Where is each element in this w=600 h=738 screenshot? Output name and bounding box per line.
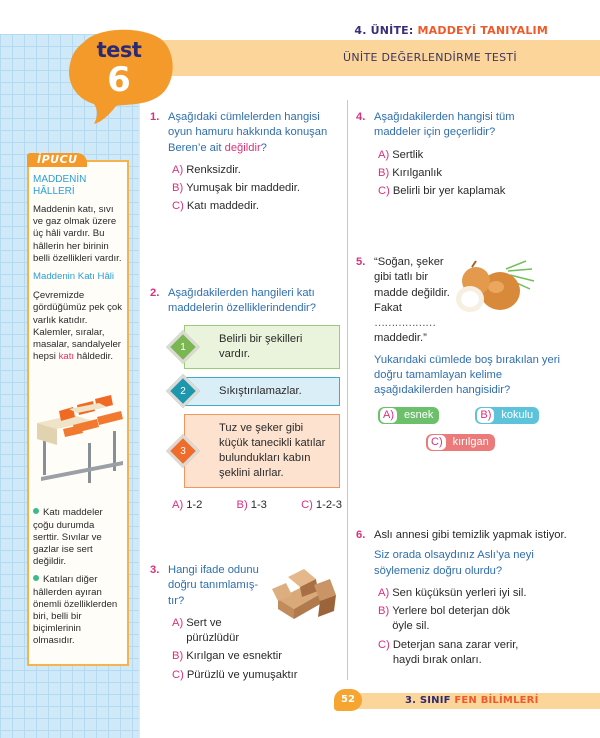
option-letter: C): [301, 498, 313, 511]
test-number: 6: [107, 60, 131, 100]
page-number: 52: [334, 689, 362, 711]
question-number: 4.: [356, 111, 366, 123]
hint-bullet-2-text: Katıları diğer hâllerden ayıran önemli özelliklerden biri, belli bir biçimlerinin olmasıdır.: [33, 574, 118, 647]
question-6: [356, 528, 571, 671]
subject-label: FEN BİLİMLERİ: [454, 695, 539, 706]
option-letter: A): [172, 163, 184, 176]
option-letter: C): [378, 638, 390, 651]
option-text: Belirli bir yer kaplamak: [392, 185, 506, 198]
option-text: Kırılgan ve esnektir: [186, 650, 282, 663]
option-text: Sertlik: [392, 148, 424, 161]
option-a[interactable]: [378, 407, 439, 424]
question-stem: Siz orada olsaydınız Aslı’ya neyi söylemeniz doğru olurdu?: [374, 549, 534, 577]
question-number: 2.: [150, 287, 160, 299]
statement-number: 2: [180, 386, 186, 398]
question-3: [150, 563, 345, 686]
hint-heading: MADDENİN HÂLLERİ: [33, 174, 87, 197]
option-letter: B): [477, 408, 494, 423]
hint-bullet-2: [33, 574, 123, 647]
option-a[interactable]: [378, 586, 571, 601]
option-letter: B): [236, 498, 248, 511]
question-number: 3.: [150, 564, 160, 576]
firewood-illustration: [270, 565, 340, 625]
unit-title: [354, 24, 548, 37]
hint-subheading: Maddenin Katı Hâli: [33, 271, 115, 283]
option-c[interactable]: [378, 638, 571, 669]
hint-tab: İPUCU: [27, 153, 87, 167]
option-text: kırılgan: [452, 435, 489, 448]
question-number: 1.: [150, 111, 160, 123]
option-b[interactable]: [475, 407, 539, 424]
question-number: 6.: [356, 529, 366, 541]
option-text: 1-3: [250, 498, 267, 511]
test-word: test: [96, 38, 142, 62]
option-a[interactable]: [172, 498, 202, 513]
option-c[interactable]: [426, 434, 495, 451]
question-4: [356, 110, 556, 202]
test-header-bar: [150, 40, 600, 76]
statement-2: [180, 377, 340, 406]
bullet-dot-icon: [33, 508, 39, 514]
column-divider: [347, 100, 348, 680]
option-letter: A): [378, 586, 390, 599]
option-b[interactable]: [237, 498, 267, 513]
quote-end: maddedir.”: [374, 332, 427, 345]
question-5: [356, 255, 576, 451]
hint-box: [27, 153, 129, 666]
question-stem: Aşağıdakilerden hangileri katı maddelerin özelliklerindendir?: [168, 287, 317, 315]
option-text: Sen küçüksün yerleri iyi sil.: [392, 586, 527, 599]
option-c[interactable]: [172, 199, 340, 214]
option-text: Deterjan sana zarar verir, haydi bırak onları.: [392, 638, 519, 667]
unit-number: 4. ÜNİTE:: [354, 24, 414, 37]
option-letter: C): [172, 668, 184, 681]
option-text: 1-2-3: [315, 498, 342, 511]
option-letter: B): [172, 650, 184, 663]
option-letter: A): [378, 148, 390, 161]
option-b[interactable]: [172, 649, 345, 664]
option-letter: A): [380, 408, 397, 423]
hint-highlight: katı: [58, 351, 75, 363]
option-text: kokulu: [501, 408, 534, 421]
option-letter: C): [378, 185, 390, 198]
option-b[interactable]: [172, 181, 340, 196]
quote-text: “Soğan, şeker gibi tatlı bir madde değildir. Fakat: [374, 256, 450, 314]
negation-highlight: değildir: [224, 141, 261, 154]
option-c[interactable]: [301, 498, 342, 513]
hint-bullet-1: [33, 507, 123, 568]
option-letter: B): [172, 182, 184, 195]
option-text: Kırılganlık: [392, 166, 442, 179]
test-badge: [64, 28, 174, 118]
statement-3: [180, 414, 340, 488]
hint-paragraph-1: Maddenin katı, sıvı ve gaz olmak üzere üç hâli vardır. Bu hâllerin her birinin belli özellikleri vardır.: [33, 204, 122, 264]
option-c[interactable]: [172, 668, 345, 683]
option-text: Katı maddedir.: [186, 200, 259, 213]
statement-text: Sıkıştırılamazlar.: [219, 384, 302, 397]
question-stem-text: Aşağıdaki cümlelerden hangisi oyun hamuru hakkında konuşan Beren’e ait: [168, 111, 328, 154]
hint-paragraph-2: [33, 290, 123, 363]
question-stem: Yukarıdaki cümlede boş bırakılan yeri doğru tamamlayan kelime aşağıdakilerden hangisidir?: [374, 353, 560, 397]
option-letter: B): [378, 166, 390, 179]
hint-paragraph-2-text: Çevremizde gördüğümüz pek çok varlık katıdır. Kalemler, sıralar, masalar, sandalyeler hepsi: [33, 290, 123, 363]
option-text: Renksizdir.: [186, 163, 241, 176]
question-1: [150, 110, 340, 218]
option-text: Sert ve pürüzlüdür: [186, 616, 240, 645]
option-b[interactable]: [378, 604, 571, 635]
question-stem: Aşağıdakilerden hangisi tüm maddeler için geçerlidir?: [374, 111, 515, 139]
hint-paragraph-2-end: hâldedir.: [74, 351, 114, 363]
option-text: Yerlere bol deterjan dök öyle sil.: [392, 605, 510, 633]
option-letter: A): [172, 616, 184, 629]
option-text: esnek: [404, 408, 434, 421]
statement-number: 3: [180, 445, 186, 457]
option-text: 1-2: [186, 498, 203, 511]
option-letter: C): [172, 200, 184, 213]
option-b[interactable]: [378, 166, 556, 181]
option-letter: A): [172, 498, 184, 511]
question-2: [150, 286, 340, 513]
grade-label: 3. SINIF: [405, 695, 451, 706]
question-intro: Aslı annesi gibi temizlik yapmak istiyor.: [374, 529, 567, 541]
question-stem-end: ?: [260, 141, 267, 154]
onion-illustration: [456, 259, 536, 319]
question-number: 5.: [356, 256, 366, 268]
option-letter: B): [378, 605, 390, 618]
option-a[interactable]: [172, 163, 340, 178]
footer-title: [405, 695, 539, 706]
unit-name: MADDEYİ TANIYALIM: [417, 24, 548, 37]
option-a[interactable]: [378, 148, 556, 163]
statement-text: Tuz ve şeker gibi küçük tanecikli katılar bulundukları kabın şeklini alırlar.: [219, 421, 326, 479]
option-text: Yumuşak bir maddedir.: [186, 182, 300, 195]
school-desk-illustration: [33, 381, 123, 501]
option-letter: C): [428, 435, 446, 450]
question-stem: Hangi ifade odunu doğru tanımlamış-tır?: [168, 564, 259, 607]
blank-line: ………………: [374, 317, 436, 330]
option-text: Pürüzlü ve yumuşaktır: [186, 668, 298, 681]
statement-number: 1: [180, 341, 186, 353]
hint-bullet-1-text: Katı maddeler çoğu durumda serttir. Sıvılar ve gazlar ise sert değildir.: [33, 507, 103, 568]
test-title: ÜNİTE DEĞERLENDİRME TESTİ: [343, 51, 517, 64]
question-stem: [168, 110, 340, 156]
statement-text: Belirli bir şekilleri vardır.: [219, 332, 303, 360]
statement-1: [180, 325, 340, 369]
bullet-dot-icon: [33, 575, 39, 581]
option-c[interactable]: [378, 184, 556, 199]
